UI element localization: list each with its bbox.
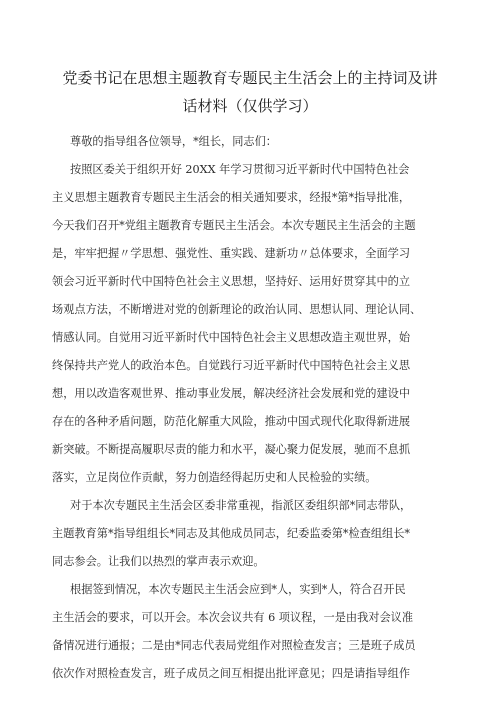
paragraph-line: 想，用以改造客观世界、推动事业发展，解决经济社会发展和党的建设中 [52,387,411,400]
paragraph-line: 主义思想主题教育专题民主生活会的相关通知要求，经报*第*指导批准， [52,191,411,204]
paragraph-line: 同志参会。让我们以热烈的掌声表示欢迎。 [52,555,265,568]
paragraph-line: 对于本次专题民主生活会区委非常重视，指派区委组织部*同志带队， [70,499,412,512]
paragraph-line: 情感认同。自觉用习近平新时代中国特色社会主义思想改造主观世界，始 [52,331,411,344]
paragraph-line: 根据签到情况，本次专题民主生活会应到*人，实到*人，符合召开民 [70,583,406,596]
paragraph-line: 主题教育第*指导组组长*同志及其他成员同志，纪委监委第*检查组组长* [52,527,411,540]
salutation: 尊敬的指导组各位领导，*组长，同志们： [70,135,277,148]
paragraph-line: 领会习近平新时代中国特色社会主义思想，坚持好、运用好贯穿其中的立 [52,275,411,288]
paragraph-line: 终保持共产党人的政治本色。自觉践行习近平新时代中国特色社会主义思 [52,359,411,372]
paragraph-line: 按照区委关于组织开好 20XX 年学习贯彻习近平新时代中国特色社会 [70,163,410,176]
paragraph-line: 存在的各种矛盾问题，防范化解重大风险，推动中国式现代化取得新进展 [52,415,411,428]
document-title-line-1: 党委书记在思想主题教育专题民主生活会上的主持词及讲 [62,69,438,87]
paragraph-line: 是，牢牢把握〃学思想、强党性、重实践、建新功〃总体要求，全面学习 [52,247,411,260]
document-title-line-2: 话材料（仅供学习） [182,97,318,115]
paragraph-line: 落实，立足岗位作贡献，努力创造经得起历史和人民检验的实绩。 [52,471,377,484]
paragraph-line: 今天我们召开*党组主题教育专题民主生活会。本次专题民主生活会的主题 [52,219,416,232]
paragraph-line: 备情况进行通报；二是由*同志代表局党组作对照检查发言；三是班子成员 [52,639,416,652]
paragraph-line: 场观点方法，不断增进对党的创新理论的政治认同、思想认同、理论认同、 [52,303,422,316]
paragraph-line: 依次作对照检查发言，班子成员之间互相提出批评意见；四是请指导组作 [52,667,411,680]
paragraph-line: 新突破。不断提高履职尽责的能力和水平，凝心聚力促发展，驰而不息抓 [52,443,411,456]
paragraph-line: 主生活会的要求，可以开会。本次会议共有 6 项议程，一是由我对会议准 [52,611,414,624]
